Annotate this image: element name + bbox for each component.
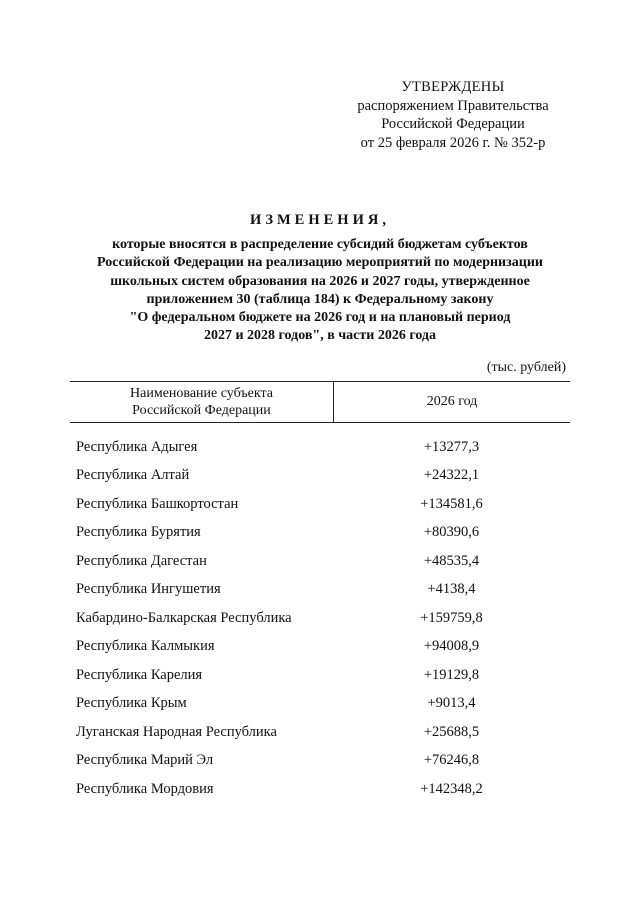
region-value: +76246,8 <box>423 752 480 769</box>
region-value: +25688,5 <box>423 723 480 740</box>
table-row <box>70 490 570 519</box>
region-value: +13277,3 <box>423 438 480 455</box>
table-row <box>70 462 570 491</box>
region-name: Республика Марий Эл <box>76 752 214 769</box>
approval-line-2: Российской Федерации <box>381 116 525 132</box>
table-row <box>70 547 570 576</box>
region-value: +19129,8 <box>423 666 480 683</box>
table-row <box>70 718 570 747</box>
region-value: +94008,9 <box>423 638 480 655</box>
subheading-line: приложением 30 (таблица 184) к Федеральному закону <box>146 291 494 307</box>
document-heading: ИЗМЕНЕНИЯ, <box>250 212 390 228</box>
region-value: +24322,1 <box>423 467 480 484</box>
document-subheading <box>50 236 590 346</box>
table-row <box>70 519 570 548</box>
table-row <box>70 433 570 462</box>
region-value: +80390,6 <box>423 524 480 541</box>
region-value: +48535,4 <box>423 552 480 569</box>
region-name: Республика Карелия <box>76 666 203 683</box>
table-row <box>70 576 570 605</box>
table-header <box>70 381 570 423</box>
region-name: Республика Башкортостан <box>76 495 239 512</box>
units-label: (тыс. рублей) <box>486 360 566 375</box>
region-name: Республика Крым <box>76 695 187 712</box>
approval-line-3: от 25 февраля 2026 г. № 352-р <box>360 134 546 151</box>
subheading-line: Российской Федерации на реализацию мероприятий по модернизации <box>97 255 543 271</box>
region-name: Республика Алтай <box>76 467 190 484</box>
region-name: Луганская Народная Республика <box>76 723 277 740</box>
region-name: Кабардино-Балкарская Республика <box>76 609 292 626</box>
approval-block <box>348 78 558 152</box>
table-row <box>70 775 570 804</box>
header-region-name <box>70 382 334 422</box>
region-name: Республика Бурятия <box>76 524 201 541</box>
region-value: +9013,4 <box>427 695 476 712</box>
subheading-line: которые вносятся в распределение субсидий бюджетам субъектов <box>112 237 528 252</box>
region-value: +159759,8 <box>420 609 483 626</box>
subheading-line: "О федеральном бюджете на 2026 год и на плановый период <box>129 310 511 326</box>
region-value: +142348,2 <box>420 780 483 797</box>
table-body <box>70 433 570 804</box>
region-name: Республика Адыгея <box>76 438 198 455</box>
table-row <box>70 690 570 719</box>
region-name: Республика Ингушетия <box>76 581 221 598</box>
table-row <box>70 747 570 776</box>
approval-line-1: распоряжением Правительства <box>357 97 549 114</box>
header-year: 2026 год <box>426 394 478 409</box>
table-row <box>70 633 570 662</box>
region-value: +134581,6 <box>420 495 483 512</box>
subsidy-table <box>70 381 570 804</box>
approval-title: УТВЕРЖДЕНЫ <box>401 79 505 95</box>
region-name: Республика Калмыкия <box>76 638 215 655</box>
region-name: Республика Дагестан <box>76 552 207 569</box>
subheading-line: школьных систем образования на 2026 и 2027 годы, утвержденное <box>110 273 530 289</box>
header-name-line-1: Наименование субъекта <box>130 386 273 401</box>
region-value: +4138,4 <box>427 581 476 598</box>
header-name-line-2: Российской Федерации <box>132 403 271 418</box>
subheading-line: 2027 и 2028 годов", в части 2026 года <box>203 328 437 344</box>
region-name: Республика Мордовия <box>76 780 214 797</box>
table-row <box>70 661 570 690</box>
table-row <box>70 604 570 633</box>
